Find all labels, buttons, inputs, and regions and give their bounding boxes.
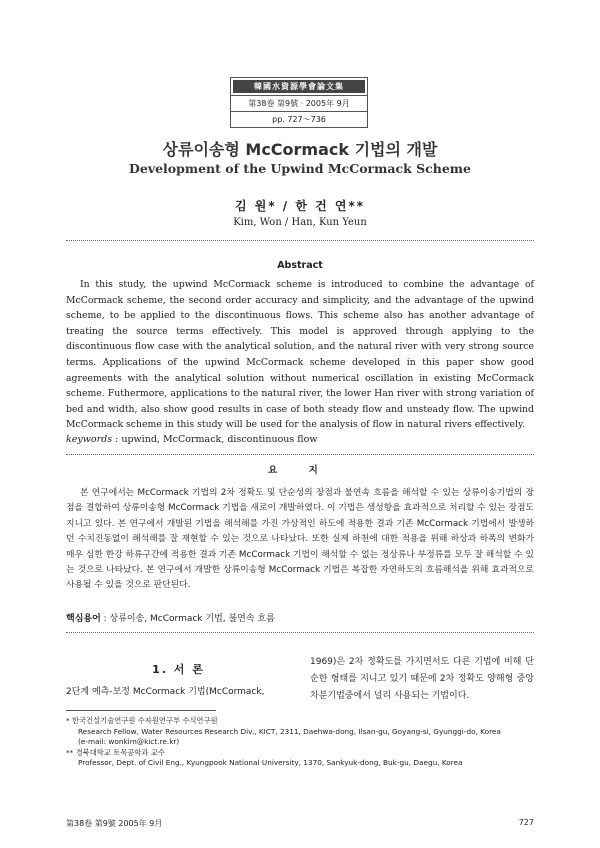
section-heading-intro: 1. 서 론 [152, 663, 205, 676]
page-number: 727 [518, 818, 534, 827]
keywords-text: : upwind, McCormack, discontinuous flow [112, 434, 318, 445]
journal-volume-issue: 第38卷 第9號 · 2005年 9月 [231, 95, 367, 111]
keywords-line [66, 434, 318, 445]
title-english: Development of the Upwind McCormack Scheme [129, 161, 471, 176]
footnote-2-english: Professor, Dept. of Civil Eng., Kyungpook National University, 1370, Sankyuk-dong, Buk-gu, Daegu, Korea [78, 758, 463, 768]
footnotes [66, 716, 534, 769]
core-terms-line [66, 611, 275, 624]
journal-name: 韓國水資源學會論文集 [233, 80, 365, 93]
footnote-1-email: (e-mail: wonkim@kict.re.kr) [78, 737, 180, 747]
yoji-heading: 요 지 [268, 465, 332, 476]
journal-header-box [230, 77, 368, 128]
core-terms-text: : 상류이송, McCormack 기법, 불연속 흐름 [100, 614, 275, 624]
authors-korean: 김 원* / 한 건 연** [234, 199, 366, 213]
divider-middle [66, 454, 534, 455]
yoji-body: 본 연구에서는 McCormack 기법의 2차 정확도 및 단순성의 장점과 불연속 흐름을 해석할 수 있는 상류이송기법의 장점을 결합하여 상류이송형 McCormack 기법을 새로이 개발하였다. 이 기법은 생성항을 효과적으로 처리할 수 있는 장점도 지니고 있다. 본 연구에서 개발된 기법을 해석해를 가진 가상적인 하도에 적용한 결과 기존 McCormack 기법에서 발생하던 수치진동없이 해석해를 잘 재현할 수 있는 것으로 나타났다. 또한 실제 하천에 대한 적용을 위해 하상과 하폭의 변화가 매우 심한 한강 하류구간에 적용한 결과 기존 McCormack 기법이 해석할 수 없는 정상류나 부정류를 모두 잘 해석할 수 있는 것으로 나타났다. 본 연구에서 개발한 상류이송형 McCormack 기법은 복잡한 자연하도의 흐름해석을 위해 효과적으로 사용될 수 있을 것으로 판단된다. [66, 488, 534, 591]
footer-journal-issue: 第38卷 第9號 2005年 9月 [66, 819, 163, 828]
footnote-1-korean: * 한국건설기술연구원 수자원연구부 수석연구원 [66, 716, 218, 725]
title-korean: 상류이송형 McCormack 기법의 개발 [162, 140, 438, 159]
footnote-2-korean: ** 경북대학교 토목공학과 교수 [66, 747, 165, 757]
journal-pages: pp. 727～736 [231, 111, 367, 127]
abstract-body: In this study, the upwind McCormack scheme is introduced to combine the advantage of McCormack scheme, the second order accuracy and simplicity, and the advantage of the upwind scheme, to be applied to the discontinuous flows. This scheme also has another advantage of treating the source terms effectively. This model is approved through applying to the discontinuous flow case with the analytical solution, and the natural river with very strong source terms. Applications of the upwind McCormack scheme developed in this paper show good agreements with the analytical solution without numerical oscillation in existing McCormack scheme. Futhermore, applications to the natural river, the lower Han river with strong variation of bed and width, also show good results in case of both steady flow and unsteady flow. The upwind McCormack scheme in this study will be used for the analysis of flow in natural rivers effectively. [66, 279, 534, 431]
abstract-heading: Abstract [277, 260, 323, 271]
footnote-rule [66, 710, 216, 711]
intro-left-column: 2단계 예측-보정 McCormack 기법(McCormack, [66, 687, 265, 697]
divider-top [66, 240, 534, 241]
core-terms-label: 핵심용어 [66, 614, 101, 624]
footnote-1-english: Research Fellow, Water Resources Research Div., KICT, 2311, Daehwa-dong, Ilsan-gu, Goyang-si, Gyunggi-do, Korea [78, 726, 501, 736]
authors-english: Kim, Won / Han, Kun Yeun [233, 217, 367, 228]
intro-right-column: 1969)은 2차 정확도를 가지면서도 다른 기법에 비해 단순한 형태를 지니고 있기 때문에 2차 정확도 양해형 중앙차분기법중에서 널리 사용되는 기법이다. [310, 657, 534, 701]
divider-bottom [66, 632, 534, 633]
keywords-label: keywords [66, 434, 113, 445]
